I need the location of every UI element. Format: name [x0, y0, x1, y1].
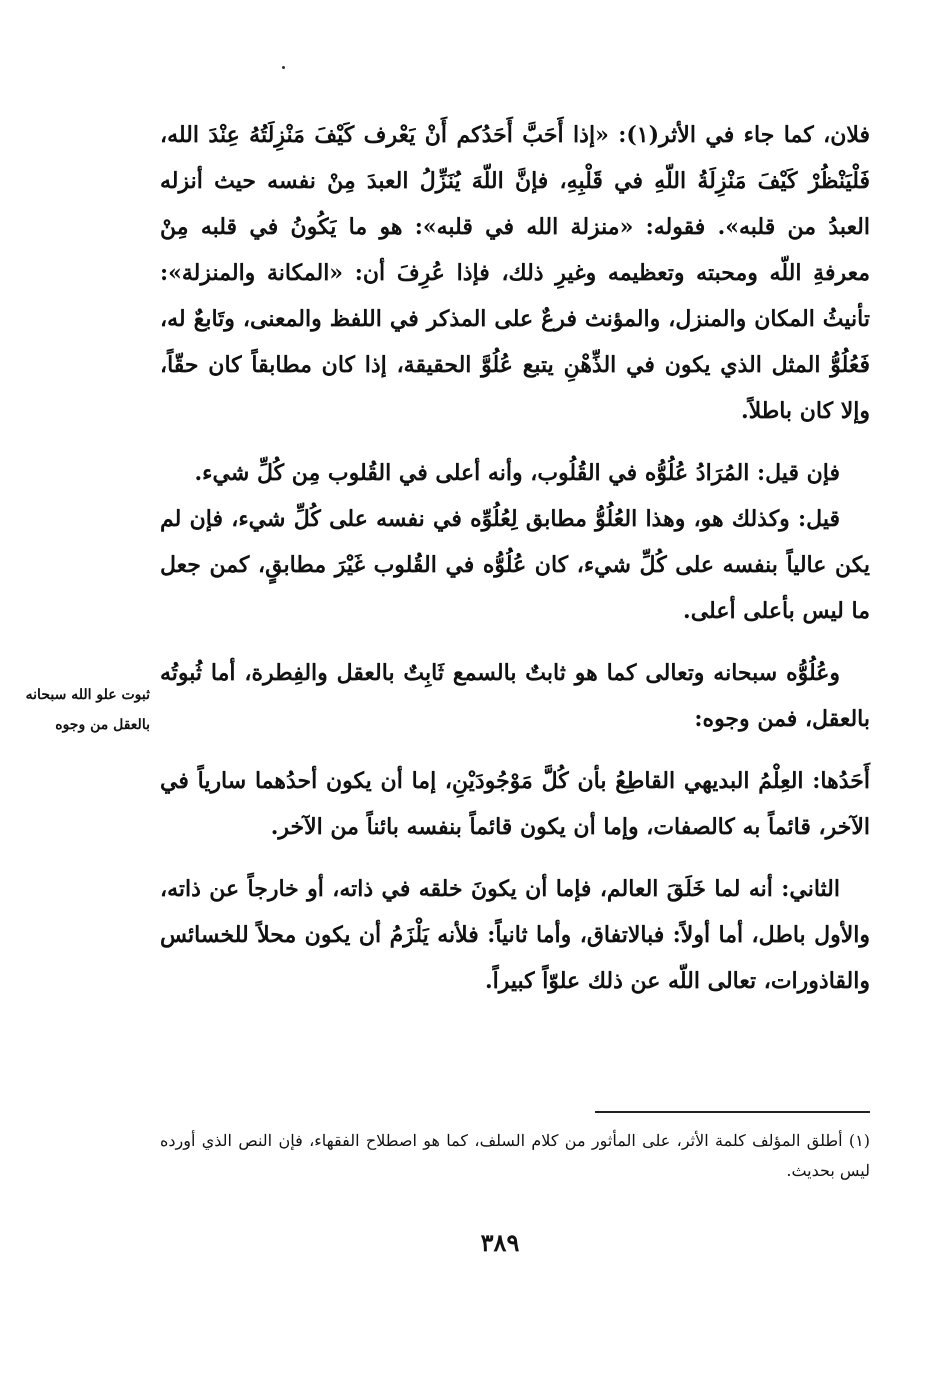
main-text-block [160, 112, 870, 1004]
paragraph-6: الثاني: أنه لما خَلَقَ العالم، فإما أن يكونَ خلقه في ذاته، أو خارجاً عن ذاته، والأول باطل، أما أولاً: فبالاتفاق، وأما ثانياً: فلأنه يَلْزَمُ أن يكون محلاً للخسائس والقاذورات، تعالى اللّه عن ذلك علوّاً كبيراً. [160, 876, 870, 994]
paragraph-4: وعُلُوُّه سبحانه وتعالى كما هو ثابتٌ بالسمع ثَابِتٌ بالعقل والفِطرة، أما ثُبوتُه بالعقل، فمن وجوه: [160, 660, 870, 732]
paragraph-1: فلان، كما جاء في الأثر(١): «إذا أَحَبَّ أَحَدُكم أَنْ يَعْرف كَيْفَ مَنْزِلَتُهُ عِنْدَ الله، فَلْيَنْظُرْ كَيْفَ مَنْزِلَةُ اللّهِ في قَلْبِهِ، فإنَّ اللّهَ يُنَزِّلُ العبدَ مِنْ نفسه حيث أنزله العبدُ من قلبه». فقوله: «منزلة الله في قلبه»: هو ما يَكُونُ في قلبه مِنْ معرفةِ اللّه ومحبته وتعظيمه وغيرِ ذلك، فإذا عُرِفَ أن: «المكانة والمنزلة»: تأنيثُ المكان والمنزل، والمؤنث فرعٌ على المذكر في اللفظ والمعنى، وتَابعٌ له، فَعُلُوُّ المثل الذي يكون في الذِّهْنِ يتبع عُلُوَّ الحقيقة، إذا كان مطابقاً كان حقّاً، وإلا كان باطلاً. [160, 122, 871, 424]
scan-speck [282, 66, 285, 69]
paragraph-5: أَحَدُها: العِلْمُ البديهي القاطِعُ بأن كُلَّ مَوْجُودَيْنِ، إما أن يكون أحدُهما سارياً في الآخر، قائماً به كالصفات، وإما أن يكون قائماً بنفسه بائناً من الآخر. [160, 768, 870, 840]
footnote-divider [595, 1111, 870, 1113]
footnote: (١) أطلق المؤلف كلمة الأثر، على المأثور من كلام السلف، كما هو اصطلاح الفقهاء، فإن النص الذي أورده ليس بحديث. [160, 1131, 871, 1180]
paragraph-3: قيل: وكذلك هو، وهذا العُلُوُّ مطابق لِعُلُوِّه في نفسه على كُلِّ شيء، فإن لم يكن عالياً بنفسه على كُلِّ شيء، كان عُلُوُّه في القُلوب غَيْرَ مطابقٍ، كمن جعل ما ليس بأعلى أعلى. [160, 506, 870, 624]
margin-note-line-2: بالعقل من وجوه [55, 717, 150, 733]
page-number: ٣٨٩ [480, 1228, 520, 1257]
paragraph-2: فإن قيل: المُرَادُ عُلُوُّه في القُلُوب، وأنه أعلى في القُلوب مِن كُلِّ شيء. [194, 460, 840, 486]
margin-note-line-1: ثبوت علو الله سبحانه [25, 687, 150, 703]
margin-note [20, 680, 150, 740]
